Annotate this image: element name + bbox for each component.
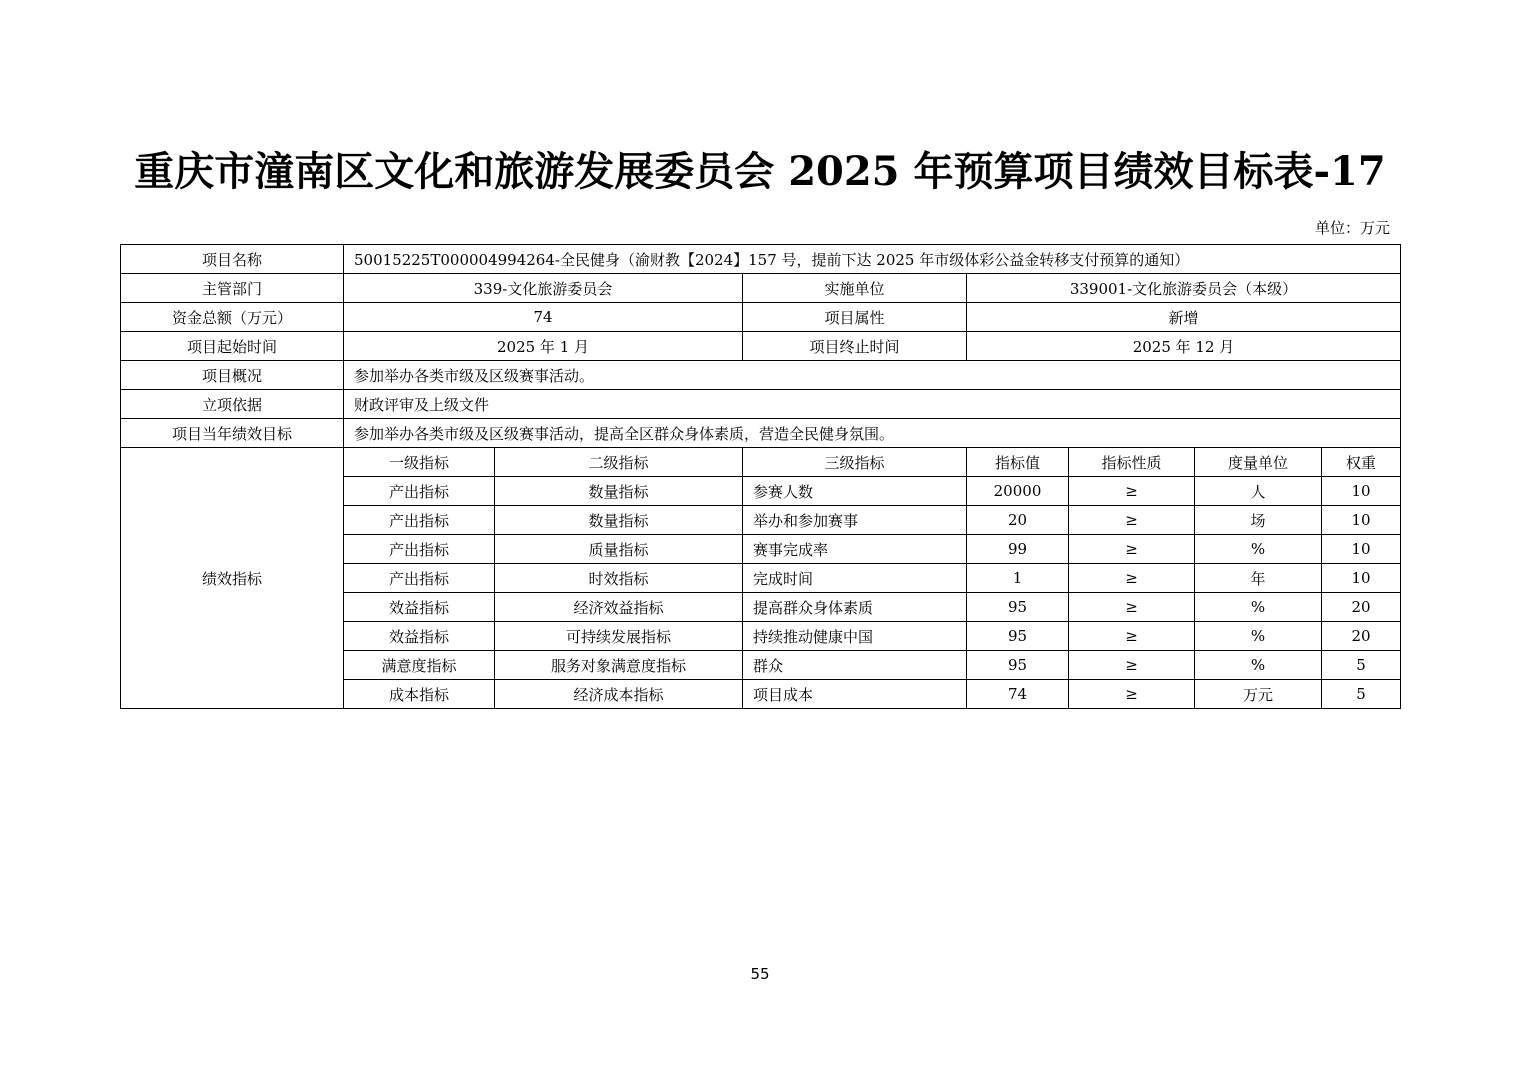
level1-cell: 产出指标 xyxy=(344,506,495,535)
level1-cell: 成本指标 xyxy=(344,680,495,709)
header-weight: 权重 xyxy=(1322,448,1401,477)
overview-label: 项目概况 xyxy=(121,361,344,390)
level1-cell: 效益指标 xyxy=(344,593,495,622)
level2-cell: 可持续发展指标 xyxy=(495,622,743,651)
level2-cell: 经济成本指标 xyxy=(495,680,743,709)
row-overview xyxy=(121,361,1401,390)
header-level1: 一级指标 xyxy=(344,448,495,477)
nature-cell: ≥ xyxy=(1069,593,1195,622)
department-value: 339-文化旅游委员会 xyxy=(344,274,743,303)
weight-cell: 5 xyxy=(1322,651,1401,680)
project-name-label: 项目名称 xyxy=(121,245,344,274)
level3-cell: 参赛人数 xyxy=(743,477,967,506)
implementing-unit-label: 实施单位 xyxy=(743,274,967,303)
nature-cell: ≥ xyxy=(1069,535,1195,564)
weight-cell: 10 xyxy=(1322,506,1401,535)
weight-cell: 10 xyxy=(1322,477,1401,506)
basis-label: 立项依据 xyxy=(121,390,344,419)
project-name-value: 50015225T000004994264-全民健身（渝财教【2024】157 号，提前下达 2025 年市级体彩公益金转移支付预算的通知） xyxy=(344,245,1401,274)
basis-value: 财政评审及上级文件 xyxy=(344,390,1401,419)
page-number: 55 xyxy=(750,965,770,983)
weight-cell: 20 xyxy=(1322,593,1401,622)
row-department xyxy=(121,274,1401,303)
unit-cell: % xyxy=(1195,651,1322,680)
level3-cell: 举办和参加赛事 xyxy=(743,506,967,535)
value-cell: 20000 xyxy=(967,477,1069,506)
header-level2: 二级指标 xyxy=(495,448,743,477)
header-unit: 度量单位 xyxy=(1195,448,1322,477)
row-project-name xyxy=(121,245,1401,274)
level1-cell: 产出指标 xyxy=(344,535,495,564)
weight-cell: 5 xyxy=(1322,680,1401,709)
weight-cell: 20 xyxy=(1322,622,1401,651)
nature-cell: ≥ xyxy=(1069,622,1195,651)
level1-cell: 产出指标 xyxy=(344,564,495,593)
level2-cell: 质量指标 xyxy=(495,535,743,564)
fund-total-label: 资金总额（万元） xyxy=(121,303,344,332)
unit-cell: % xyxy=(1195,593,1322,622)
unit-cell: % xyxy=(1195,622,1322,651)
unit-cell: % xyxy=(1195,535,1322,564)
row-annual-goal xyxy=(121,419,1401,448)
level3-cell: 群众 xyxy=(743,651,967,680)
value-cell: 95 xyxy=(967,622,1069,651)
value-cell: 95 xyxy=(967,651,1069,680)
indicator-header-row xyxy=(121,448,1401,477)
department-label: 主管部门 xyxy=(121,274,344,303)
value-cell: 95 xyxy=(967,593,1069,622)
end-time-value: 2025 年 12 月 xyxy=(967,332,1401,361)
value-cell: 74 xyxy=(967,680,1069,709)
row-period xyxy=(121,332,1401,361)
nature-cell: ≥ xyxy=(1069,651,1195,680)
fund-total-value: 74 xyxy=(344,303,743,332)
page-title: 重庆市潼南区文化和旅游发展委员会 2025 年预算项目绩效目标表-17 xyxy=(134,148,1386,195)
overview-value: 参加举办各类市级及区级赛事活动。 xyxy=(344,361,1401,390)
level3-cell: 赛事完成率 xyxy=(743,535,967,564)
nature-cell: ≥ xyxy=(1069,680,1195,709)
nature-cell: ≥ xyxy=(1069,477,1195,506)
header-level3: 三级指标 xyxy=(743,448,967,477)
unit-cell: 人 xyxy=(1195,477,1322,506)
start-time-value: 2025 年 1 月 xyxy=(344,332,743,361)
header-nature: 指标性质 xyxy=(1069,448,1195,477)
level2-cell: 数量指标 xyxy=(495,506,743,535)
nature-cell: ≥ xyxy=(1069,564,1195,593)
level1-cell: 产出指标 xyxy=(344,477,495,506)
level1-cell: 效益指标 xyxy=(344,622,495,651)
level3-cell: 持续推动健康中国 xyxy=(743,622,967,651)
start-time-label: 项目起始时间 xyxy=(121,332,344,361)
level2-cell: 经济效益指标 xyxy=(495,593,743,622)
project-attribute-label: 项目属性 xyxy=(743,303,967,332)
unit-cell: 场 xyxy=(1195,506,1322,535)
unit-note: 单位：万元 xyxy=(1314,219,1390,237)
level2-cell: 服务对象满意度指标 xyxy=(495,651,743,680)
header-value: 指标值 xyxy=(967,448,1069,477)
unit-cell: 年 xyxy=(1195,564,1322,593)
nature-cell: ≥ xyxy=(1069,506,1195,535)
indicators-section-label: 绩效指标 xyxy=(121,448,344,709)
weight-cell: 10 xyxy=(1322,535,1401,564)
level2-cell: 数量指标 xyxy=(495,477,743,506)
row-fund xyxy=(121,303,1401,332)
level1-cell: 满意度指标 xyxy=(344,651,495,680)
row-basis xyxy=(121,390,1401,419)
unit-cell: 万元 xyxy=(1195,680,1322,709)
end-time-label: 项目终止时间 xyxy=(743,332,967,361)
level3-cell: 提高群众身体素质 xyxy=(743,593,967,622)
performance-target-table xyxy=(120,244,1401,709)
level2-cell: 时效指标 xyxy=(495,564,743,593)
value-cell: 99 xyxy=(967,535,1069,564)
implementing-unit-value: 339001-文化旅游委员会（本级） xyxy=(967,274,1401,303)
weight-cell: 10 xyxy=(1322,564,1401,593)
value-cell: 20 xyxy=(967,506,1069,535)
level3-cell: 完成时间 xyxy=(743,564,967,593)
annual-goal-value: 参加举办各类市级及区级赛事活动，提高全区群众身体素质，营造全民健身氛围。 xyxy=(344,419,1401,448)
value-cell: 1 xyxy=(967,564,1069,593)
level3-cell: 项目成本 xyxy=(743,680,967,709)
annual-goal-label: 项目当年绩效目标 xyxy=(121,419,344,448)
project-attribute-value: 新增 xyxy=(967,303,1401,332)
